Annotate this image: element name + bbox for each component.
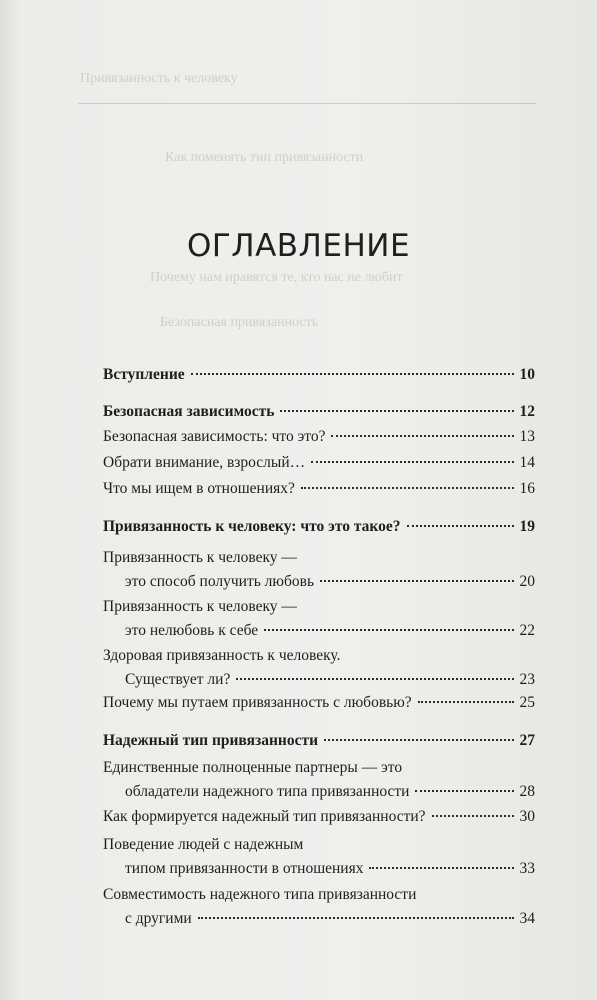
bleed-through-rule xyxy=(78,103,536,104)
dot-leader xyxy=(324,739,513,741)
toc-entry-title-cont: типом привязанности в отношениях xyxy=(125,860,364,877)
dot-leader xyxy=(198,917,514,919)
toc-page-number: 33 xyxy=(519,860,535,877)
toc-entry-title: Привязанность к человеку: что это такое? xyxy=(103,518,401,535)
toc-entry-title: Безопасная зависимость: что это? xyxy=(103,428,326,445)
dot-leader xyxy=(415,790,513,792)
toc-page-number: 28 xyxy=(519,783,535,800)
toc-page-number: 16 xyxy=(519,480,535,497)
page-title: ОГЛАВЛЕНИЕ xyxy=(186,228,411,264)
toc-entry-compat[interactable] xyxy=(103,885,535,933)
toc-page-number: 19 xyxy=(519,518,535,535)
toc-entry-title: Поведение людей с надежным xyxy=(103,836,304,853)
dot-leader xyxy=(236,678,513,680)
toc-page-number: 14 xyxy=(519,454,535,471)
bleed-through-text: Почему нам нравятся те, кто нас не любит xyxy=(150,270,403,285)
toc-entry-attachment[interactable] xyxy=(103,517,535,541)
toc-entry-title: Почему мы путаем привязанность с любовью? xyxy=(103,694,412,711)
toc-entry-secure[interactable] xyxy=(103,402,535,426)
dot-leader xyxy=(301,487,514,489)
bleed-through-text: Как поменять тип привязанности xyxy=(165,150,364,165)
toc-entry-title-cont: Существует ли? xyxy=(125,671,231,688)
dot-leader xyxy=(407,525,514,527)
toc-entry-dislike-self[interactable] xyxy=(103,597,535,645)
toc-page-number: 22 xyxy=(519,622,535,639)
toc-entry-healthy[interactable] xyxy=(103,646,535,694)
toc-entry-title: Как формируется надежный тип привязанности? xyxy=(103,808,426,825)
toc-entry-title: Надежный тип привязанности xyxy=(103,732,319,749)
toc-entry-title: Вступление xyxy=(103,366,185,383)
dot-leader xyxy=(311,461,513,463)
dot-leader xyxy=(264,629,513,631)
toc-entry-title-cont: это нелюбовь к себе xyxy=(125,622,259,639)
toc-entry-title-cont: обладатели надежного типа привязанности xyxy=(125,783,410,800)
dot-leader xyxy=(369,867,513,869)
dot-leader xyxy=(432,815,514,817)
toc-entry-confuse[interactable] xyxy=(103,693,535,717)
toc-page-number: 23 xyxy=(519,671,535,688)
dot-leader xyxy=(280,410,513,412)
toc-entry-how-forms[interactable] xyxy=(103,807,535,831)
toc-entry-secure-what[interactable] xyxy=(103,427,535,451)
toc-entry-title: Обрати внимание, взрослый… xyxy=(103,454,306,471)
toc-page-number: 13 xyxy=(519,428,535,445)
bleed-through-text: Привязанность к человеку xyxy=(80,71,238,86)
toc-entry-title: Здоровая привязанность к человеку. xyxy=(103,647,341,664)
toc-entry-intro[interactable] xyxy=(103,365,535,389)
toc-entry-title: Единственные полноценные партнеры — это xyxy=(103,759,403,776)
toc-entry-title-cont: это способ получить любовь xyxy=(125,573,315,590)
toc-entry-attention[interactable] xyxy=(103,453,535,477)
toc-entry-title: Что мы ищем в отношениях? xyxy=(103,480,295,497)
toc-entry-way-love[interactable] xyxy=(103,548,535,596)
toc-entry-title: Совместимость надежного типа привязанности xyxy=(103,886,417,903)
toc-entry-only-partners[interactable] xyxy=(103,758,535,806)
dot-leader xyxy=(191,373,514,375)
toc-entry-behavior[interactable] xyxy=(103,835,535,883)
dot-leader xyxy=(320,580,513,582)
toc-page-number: 27 xyxy=(519,732,535,749)
toc-entry-title-cont: с другими xyxy=(125,910,192,927)
toc-entry-title: Привязанность к человеку — xyxy=(103,549,297,566)
bleed-through-text: Безопасная привязанность xyxy=(160,315,319,330)
dot-leader xyxy=(331,435,513,437)
toc-entry-title: Привязанность к человеку — xyxy=(103,598,297,615)
toc-page-number: 30 xyxy=(519,808,535,825)
toc-page-number: 25 xyxy=(519,694,535,711)
toc-entry-looking[interactable] xyxy=(103,479,535,503)
toc-page-number: 10 xyxy=(519,366,535,383)
toc-page-number: 20 xyxy=(519,573,535,590)
toc-page-number: 12 xyxy=(519,403,535,420)
toc-entry-title: Безопасная зависимость xyxy=(103,403,275,420)
dot-leader xyxy=(418,701,514,703)
toc-page-number: 34 xyxy=(519,910,535,927)
toc-entry-reliable[interactable] xyxy=(103,731,535,755)
